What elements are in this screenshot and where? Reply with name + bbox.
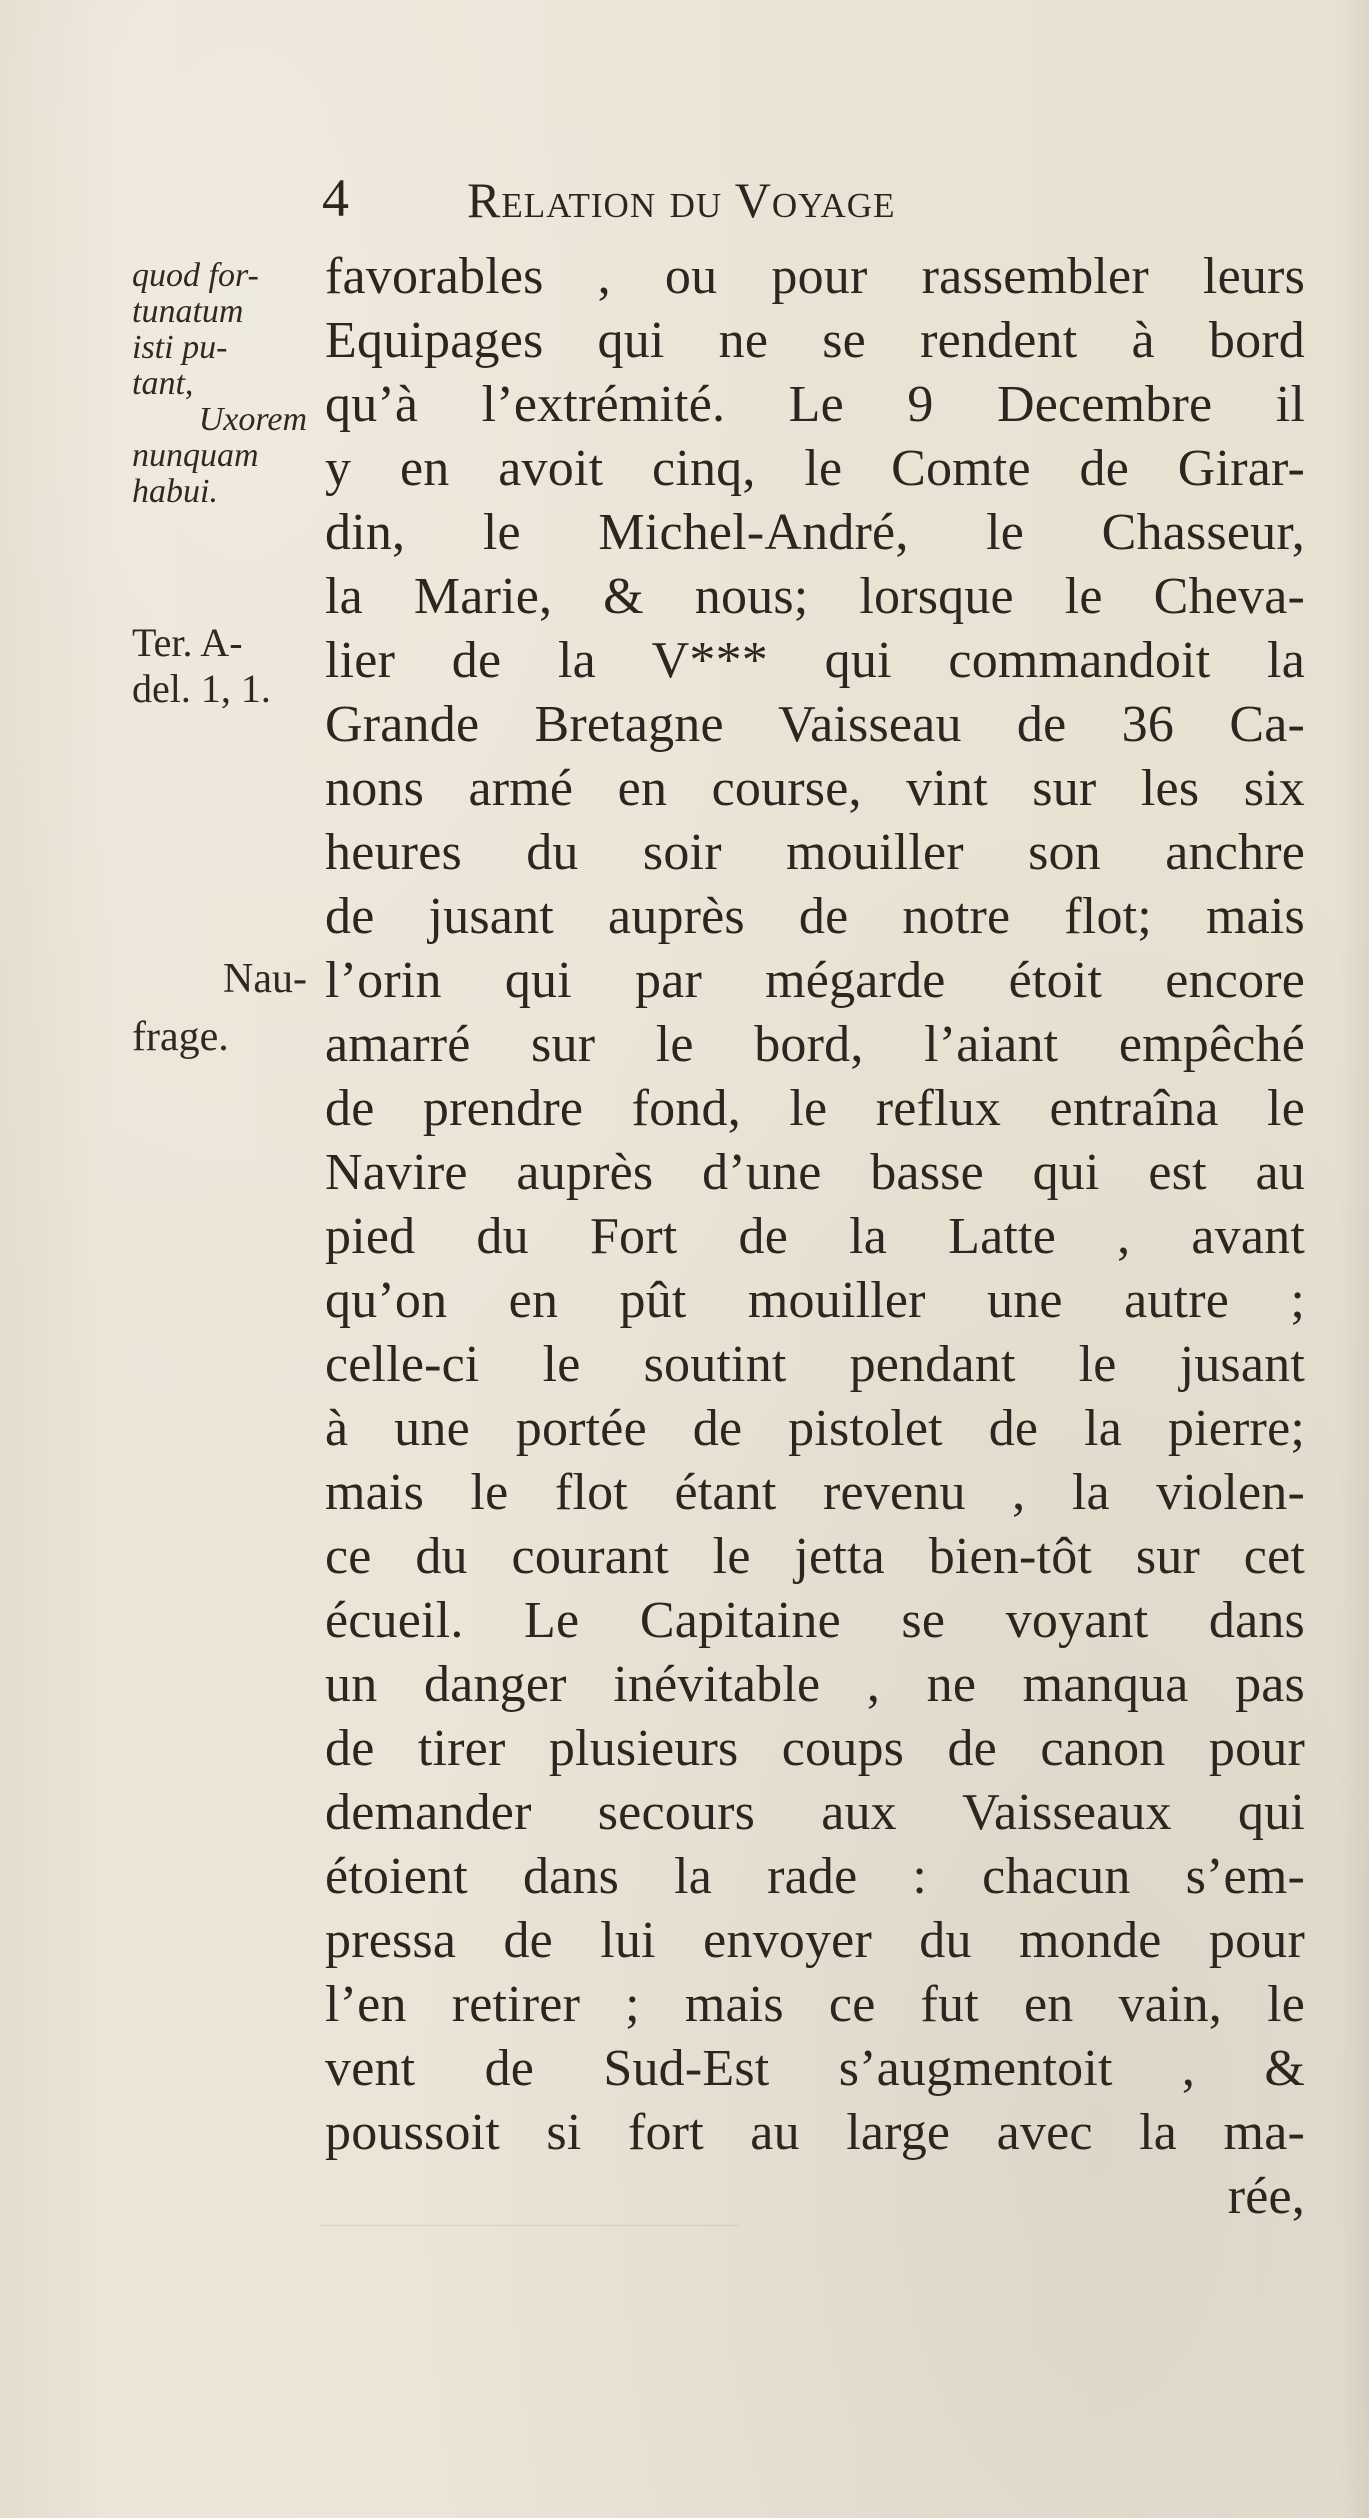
body-line: demander secours aux Vaisseaux qui xyxy=(325,1784,1305,1841)
body-line: à une portée de pistolet de la pierre; xyxy=(325,1400,1305,1457)
margin-quote-line: tunatum xyxy=(132,293,244,330)
body-line: qu’on en pût mouiller une autre ; xyxy=(325,1272,1305,1329)
margin-quote-line: isti pu- xyxy=(132,329,228,366)
margin-quote-line: Uxorem xyxy=(198,401,307,438)
margin-quote-line: habui. xyxy=(132,473,218,510)
body-line: heures du soir mouiller son anchre xyxy=(325,824,1305,881)
body-line: poussoit si fort au large avec la ma- xyxy=(325,2104,1305,2161)
margin-reference-line: Ter. A- xyxy=(132,620,243,665)
margin-quote-line: nunquam xyxy=(132,437,259,474)
body-line: pied du Fort de la Latte , avant xyxy=(325,1208,1305,1265)
body-line: y en avoit cinq, le Comte de Girar- xyxy=(325,440,1305,497)
page-header xyxy=(322,168,1302,228)
body-line: amarré sur le bord, l’aiant empêché xyxy=(325,1016,1305,1073)
body-line: écueil. Le Capitaine se voyant dans xyxy=(325,1592,1305,1649)
body-line: la Marie, & nous; lorsque le Cheva- xyxy=(325,568,1305,625)
catchword: rée, xyxy=(1227,2168,1305,2225)
body-line: lier de la V*** qui commandoit la xyxy=(325,632,1305,689)
margin-subject-line: Nau- xyxy=(223,956,307,1002)
body-line: nons armé en course, vint sur les six xyxy=(325,760,1305,817)
page-edge-shadow xyxy=(1339,0,1369,2518)
margin-subject-line: frage. xyxy=(132,1014,229,1060)
body-line: ce du courant le jetta bien-tôt sur cet xyxy=(325,1528,1305,1585)
body-line: un danger inévitable , ne manqua pas xyxy=(325,1656,1305,1713)
margin-subject xyxy=(132,950,322,1066)
body-line: l’orin qui par mégarde étoit encore xyxy=(325,952,1305,1009)
body-line: étoient dans la rade : chacun s’em- xyxy=(325,1848,1305,1905)
body-line: vent de Sud-Est s’augmentoit , & xyxy=(325,2040,1305,2097)
body-line: qu’à l’extrémité. Le 9 Decembre il xyxy=(325,376,1305,433)
body-line: Navire auprès d’une basse qui est au xyxy=(325,1144,1305,1201)
body-line: mais le flot étant revenu , la violen- xyxy=(325,1464,1305,1521)
bottom-rule xyxy=(320,2225,740,2226)
page-number: 4 xyxy=(322,168,349,228)
margin-quote-line: tant, xyxy=(132,365,194,402)
margin-reference xyxy=(132,620,322,712)
body-line: de prendre fond, le reflux entraîna le xyxy=(325,1080,1305,1137)
body-line: de tirer plusieurs coups de canon pour xyxy=(325,1720,1305,1777)
body-line: Grande Bretagne Vaisseau de 36 Ca- xyxy=(325,696,1305,753)
body-line: l’en retirer ; mais ce fut en vain, le xyxy=(325,1976,1305,2033)
margin-reference-line: del. 1, 1. xyxy=(132,666,271,711)
running-head: Relation du Voyage xyxy=(467,172,896,228)
body-line: celle-ci le soutint pendant le jusant xyxy=(325,1336,1305,1393)
main-text xyxy=(325,245,1305,2229)
body-line: favorables , ou pour rassembler leurs xyxy=(325,248,1305,305)
margin-quote xyxy=(132,258,322,510)
body-line: din, le Michel-André, le Chasseur, xyxy=(325,504,1305,561)
body-line: pressa de lui envoyer du monde pour xyxy=(325,1912,1305,1969)
margin-quote-line: quod for- xyxy=(132,257,259,294)
body-line: Equipages qui ne se rendent à bord xyxy=(325,312,1305,369)
body-line: de jusant auprès de notre flot; mais xyxy=(325,888,1305,945)
